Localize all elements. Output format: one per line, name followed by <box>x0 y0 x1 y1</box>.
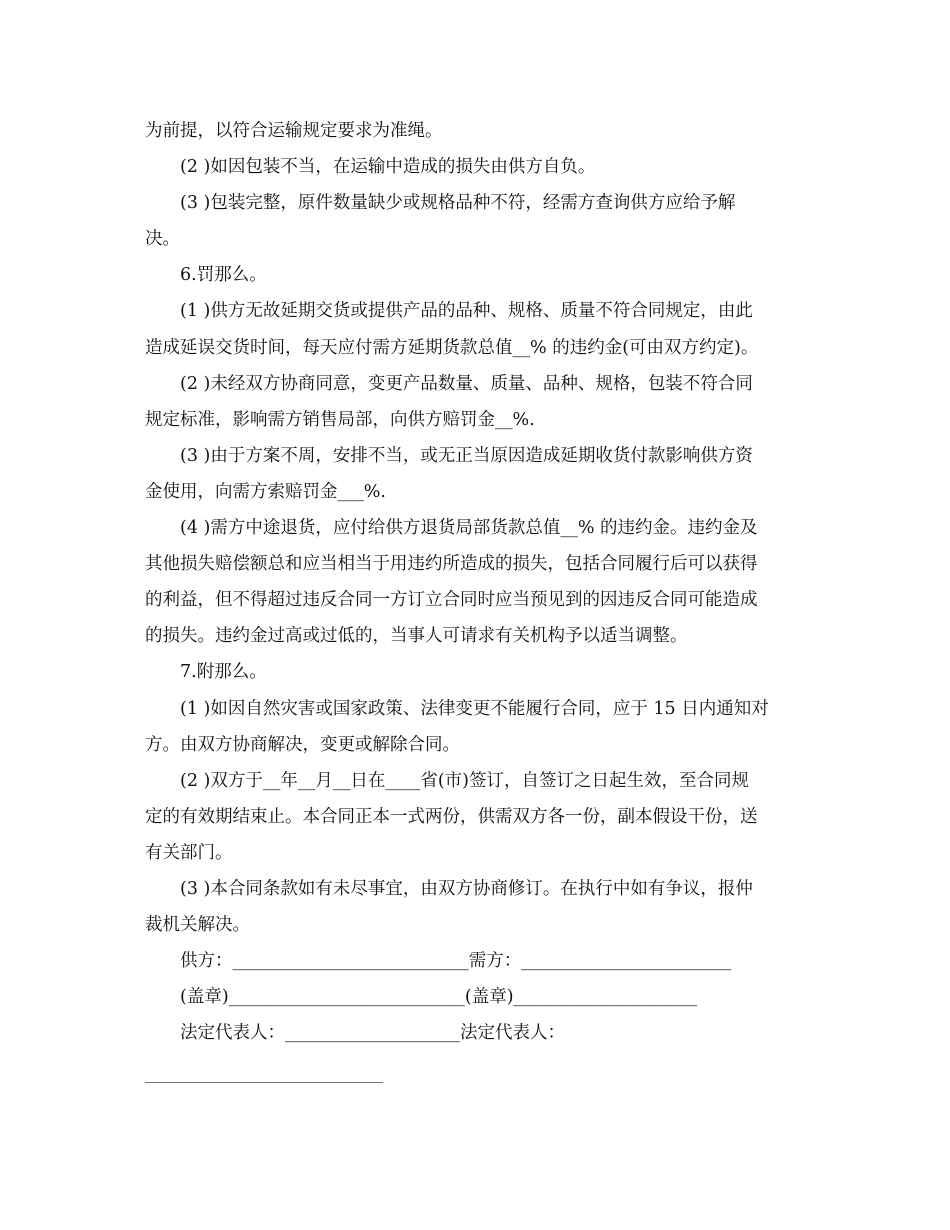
text-line: 其他损失赔偿额总和应当相当于用违约所造成的损失，包括合同履行后可以获得 <box>145 554 758 575</box>
text-line: 金使用，向需方索赔罚金___%. <box>145 481 386 502</box>
text-line: 造成延误交货时间，每天应付需方延期货款总值__% 的违约金(可由双方约定)。 <box>145 337 759 358</box>
clause-5-3: (3 )包装完整，原件数量缺少或规格品种不符，经需方查询供方应给予解 <box>180 193 736 214</box>
text-line: 的损失。违约金过高或过低的，当事人可请求有关机构予以适当调整。 <box>145 626 688 647</box>
text-line: 方。由双方协商解决，变更或解除合同。 <box>145 734 460 755</box>
text-line: 为前提，以符合运输规定要求为准绳。 <box>145 121 443 141</box>
text-line: 有关部门。 <box>145 842 233 863</box>
clause-7-2: (2 )双方于__年__月__日在____省(市)签订，自签订之日起生效，至合同规 <box>180 770 750 791</box>
clause-6-4: (4 )需方中途退货，应付给供方退货局部货款总值__% 的违约金。违约金及 <box>180 518 758 539</box>
clause-5-2: (2 )如因包装不当，在运输中造成的损失由供方自负。 <box>180 157 596 178</box>
text-line: 的利益，但不得超过违反合同一方订立合同时应当预见到的因违反合同可能造成 <box>145 590 758 611</box>
text-line: 定的有效期结束止。本合同正本一式两份，供需双方各一份，副本假设干份，送 <box>145 806 758 827</box>
section-heading-6: 6.罚那么。 <box>180 265 267 286</box>
clause-6-3: (3 )由于方案不周，安排不当，或无正当原因造成延期收货付款影响供方资 <box>180 445 753 466</box>
signature-parties-line: 供方：___________________________需方：________________________ <box>180 951 732 972</box>
text-line: 规定标准，影响需方销售局部，向供方赔罚金__%. <box>145 409 535 430</box>
text-line: 裁机关解决。 <box>145 915 250 936</box>
clause-6-2: (2 )未经双方协商同意，变更产品数量、质量、品种、规格，包装不符合同 <box>180 373 753 394</box>
clause-6-1: (1 )供方无故延期交货或提供产品的品种、规格、质量不符合同规定，由此 <box>180 301 753 322</box>
contract-body <box>145 113 810 1051</box>
footnote-divider <box>145 1082 383 1083</box>
signature-representative-line: 法定代表人：____________________法定代表人： <box>180 1023 565 1044</box>
section-heading-7: 7.附那么。 <box>180 662 267 683</box>
text-line: 决。 <box>145 229 180 250</box>
clause-7-3: (3 )本合同条款如有未尽事宜，由双方协商修订。在执行中如有争议，报仲 <box>180 878 753 899</box>
clause-7-1: (1 )如因自然灾害或国家政策、法律变更不能履行合同，应于 15 日内通知对 <box>180 698 769 719</box>
signature-seal-line: (盖章)___________________________(盖章)_____________________ <box>180 987 698 1008</box>
